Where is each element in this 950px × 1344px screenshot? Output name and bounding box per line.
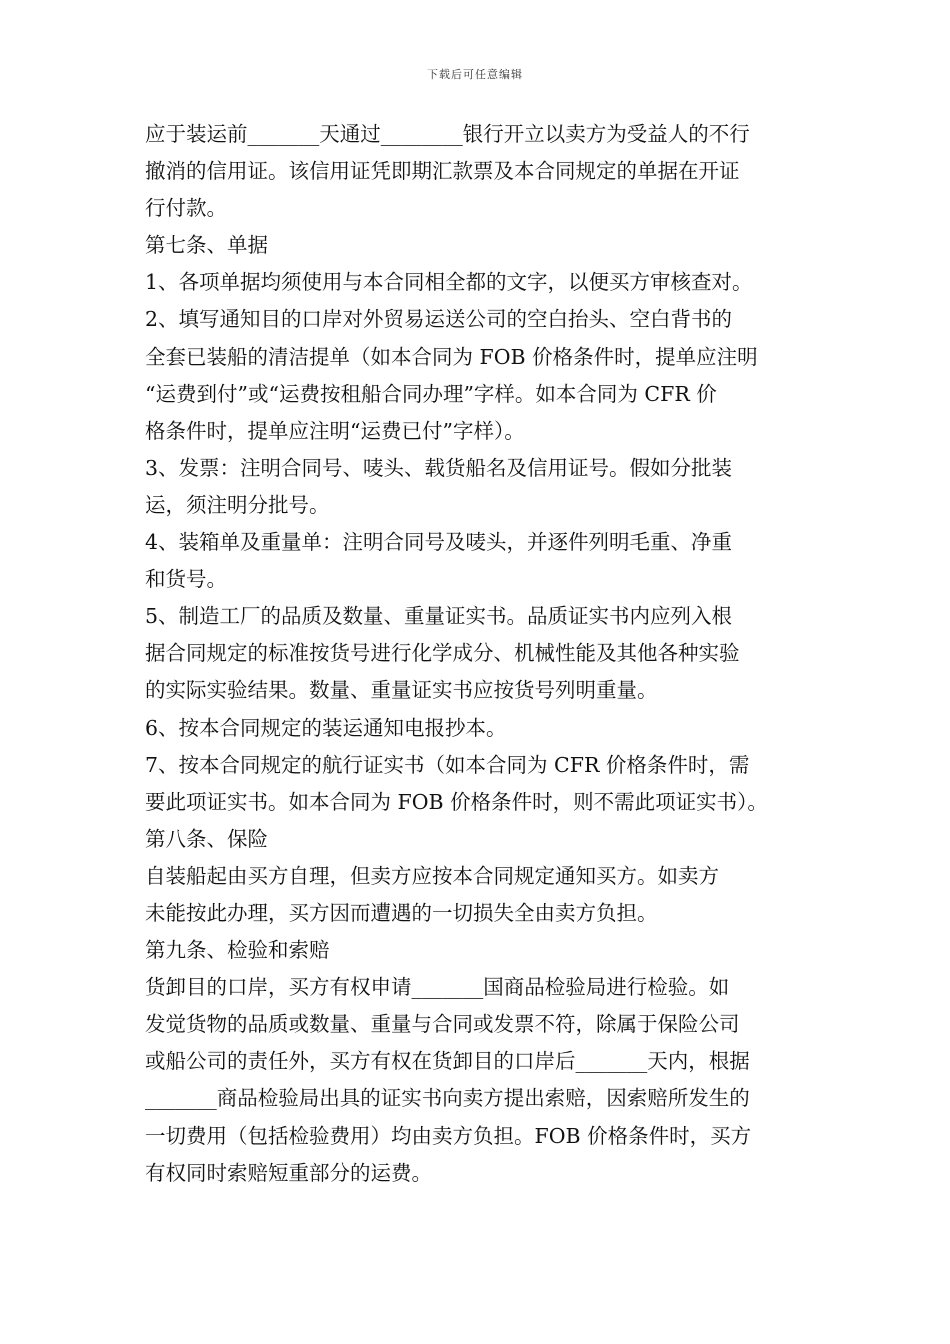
text-line: “运费到付”或“运费按租船合同办理”字样。如本合同为 CFR 价 <box>145 381 717 406</box>
document-body <box>145 116 813 1192</box>
section-heading: 第八条、保险 <box>145 826 268 851</box>
text-line: 撤消的信用证。该信用证凭即期汇款票及本合同规定的单据在开证 <box>145 159 740 184</box>
text-line: 和货号。 <box>145 567 227 592</box>
text-line: 行付款。 <box>145 196 227 221</box>
text-line: 6、按本合同规定的装运通知电报抄本。 <box>145 715 507 740</box>
text-line: 2、填写通知目的口岸对外贸易运送公司的空白抬头、空白背书的 <box>145 307 733 332</box>
text-line: 全套已装船的清洁提单（如本合同为 FOB 价格条件时，提单应注明 <box>145 344 758 369</box>
text-line: 1、各项单据均须使用与本合同相全都的文字，以便买方审核查对。 <box>145 270 753 295</box>
text-line: _______商品检验局出具的证实书向卖方提出索赔，因索赔所发生的 <box>145 1086 750 1111</box>
text-line: 应于装运前_______天通过________银行开立以卖方为受益人的不行 <box>145 122 750 146</box>
text-line: 自装船起由买方自理，但卖方应按本合同规定通知买方。如卖方 <box>145 863 719 888</box>
text-line: 3、发票：注明合同号、唛头、载货船名及信用证号。假如分批装 <box>145 455 733 480</box>
text-line: 的实际实验结果。数量、重量证实书应按货号列明重量。 <box>145 678 658 703</box>
text-line: 运，须注明分批号。 <box>145 492 330 517</box>
text-line: 4、装箱单及重量单：注明合同号及唛头，并逐件列明毛重、净重 <box>145 530 733 555</box>
text-line: 或船公司的责任外，买方有权在货卸目的口岸后_______天内，根据 <box>145 1049 750 1074</box>
text-line: 货卸目的口岸，买方有权申请_______国商品检验局进行检验。如 <box>145 975 730 1000</box>
text-line: 7、按本合同规定的航行证实书（如本合同为 CFR 价格条件时，需 <box>145 752 750 777</box>
text-line: 发觉货物的品质或数量、重量与合同或发票不符，除属于保险公司 <box>145 1012 740 1037</box>
section-heading: 第九条、检验和索赔 <box>145 938 330 963</box>
text-line: 据合同规定的标准按货号进行化学成分、机械性能及其他各种实验 <box>145 641 740 666</box>
text-line: 格条件时，提单应注明“运费已付”字样）。 <box>145 418 525 443</box>
section-heading: 第七条、单据 <box>145 233 268 258</box>
text-line: 一切费用（包括检验费用）均由卖方负担。FOB 价格条件时，买方 <box>145 1123 752 1148</box>
text-line: 有权同时索赔短重部分的运费。 <box>145 1160 432 1185</box>
text-line: 要此项证实书。如本合同为 FOB 价格条件时，则不需此项证实书）。 <box>145 789 768 814</box>
text-line: 5、制造工厂的品质及数量、重量证实书。品质证实书内应列入根 <box>145 604 733 629</box>
text-line: 未能按此办理，买方因而遭遇的一切损失全由卖方负担。 <box>145 900 658 925</box>
page-header: 下载后可任意编辑 <box>427 68 523 81</box>
